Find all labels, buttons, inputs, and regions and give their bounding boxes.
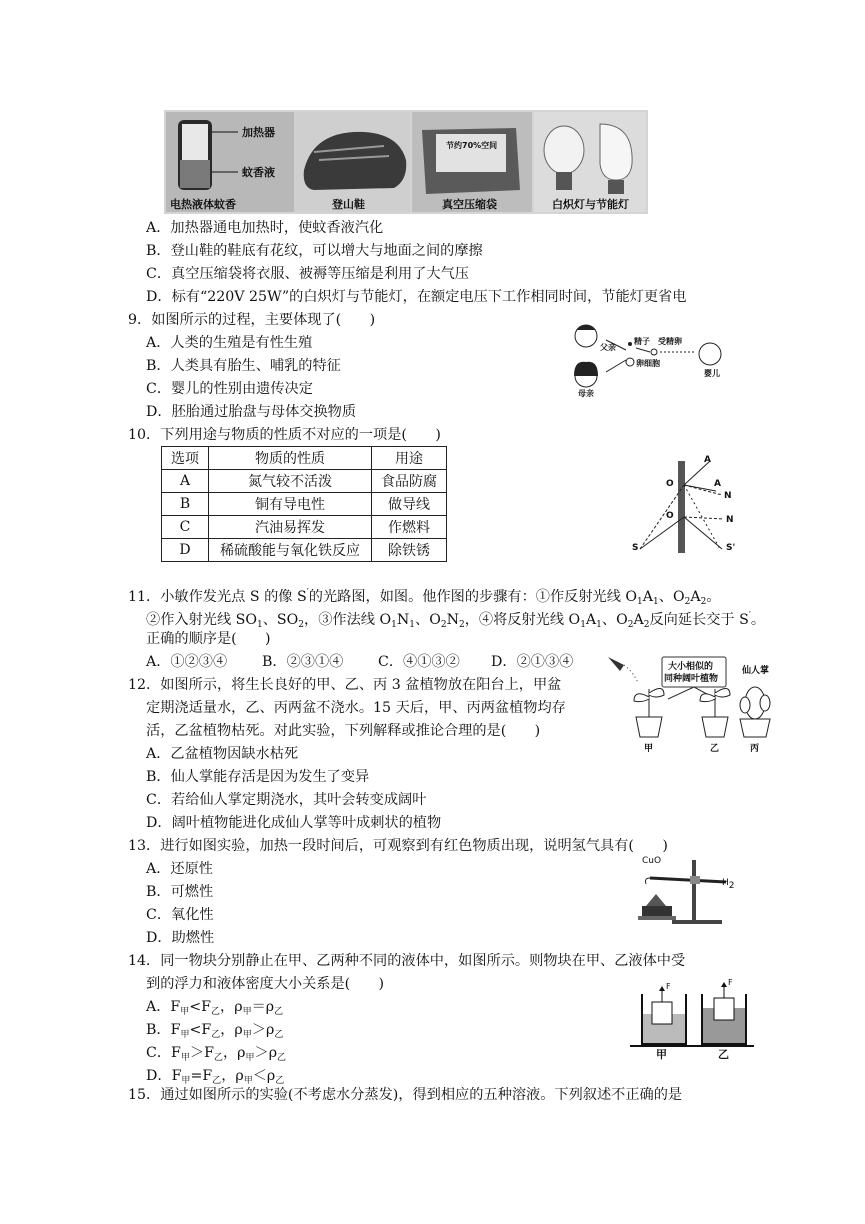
table-cell: 铜有导电性 — [209, 493, 372, 516]
q14-option-c — [146, 1043, 286, 1068]
q9-option-a: A．人类的生殖是有性生殖 — [146, 335, 313, 351]
text: 、SO — [262, 612, 299, 628]
text: 乙 — [274, 1007, 284, 1017]
q13-option-a: A．还原性 — [146, 861, 213, 877]
text: B．F — [146, 1022, 181, 1038]
text: <F — [189, 999, 212, 1015]
q9-father-label: 父亲 — [600, 343, 616, 352]
q12-line1: 12．如图所示，将生长良好的甲、乙、丙 3 盆植物放在阳台上，甲盆 — [128, 677, 562, 693]
q13-stem: 13．进行如图实验，加热一段时间后，可观察到有红色物质出现，说明氢气具有( ) — [128, 838, 668, 854]
text: 甲 — [180, 1030, 190, 1040]
table-header: 用途 — [372, 447, 447, 470]
q11-option-d: D．②①③④ — [491, 654, 574, 670]
table-cell: B — [162, 493, 209, 516]
text: 乙 — [213, 1053, 223, 1063]
q9-fert-label: 受精卵 — [658, 337, 682, 346]
text: ，ρ — [220, 1022, 243, 1038]
q9-option-d: D．胚胎通过胎盘与母体交换物质 — [146, 404, 357, 420]
q9-mother-label: 母亲 — [578, 389, 594, 398]
table-cell: 食品防腐 — [372, 470, 447, 493]
table-header-row — [162, 447, 447, 470]
q14-buoyancy-figure — [630, 980, 754, 1062]
text: ＜ρ — [252, 1068, 276, 1084]
text: ，③作法线 O — [304, 612, 392, 628]
text: ＝ρ — [251, 999, 275, 1015]
q12-option-b: B．仙人掌能存活是因为发生了变异 — [146, 769, 370, 785]
q14-force2-label — [728, 978, 733, 987]
table-row — [162, 470, 447, 493]
q11-line3: 正确的顺序是( ) — [146, 631, 271, 647]
q9-reproduction-figure — [566, 320, 746, 400]
text: 甲 — [242, 1007, 252, 1017]
q11-label-n2: N — [726, 515, 734, 525]
q11-line2: ②作入射光线 $SO_1$、$SO_2$，③作法线 $O_1N_1$、$O_2N_2$，④将反射光线 $O_1A_1$、$O_2A_2$反向延长交于 S′。 — [146, 611, 766, 630]
text: ＞ρ — [254, 1045, 278, 1061]
q12-option-a: A．乙盆植物因缺水枯死 — [146, 746, 299, 762]
table-cell: 除铁锈 — [372, 539, 447, 562]
q9-option-b: B．人类具有胎生、哺乳的特征 — [146, 358, 341, 374]
q13-option-d: D．助燃性 — [146, 930, 215, 946]
caption-mosquito: 电热液体蚊香 — [170, 198, 236, 211]
q14-option-b — [146, 1020, 283, 1045]
q9-baby-label: 婴儿 — [704, 369, 720, 378]
text: ，④将反射光线 O — [464, 612, 581, 628]
q11-option-b: B．②③①④ — [262, 654, 344, 670]
q13-option-c: C．氧化性 — [146, 907, 214, 923]
table-cell: A — [162, 470, 209, 493]
q14-label-jia: 甲 — [656, 1048, 667, 1061]
q13-apparatus-figure — [632, 856, 744, 926]
text: 11．小敏作发光点 S 的像 S — [128, 589, 307, 605]
text: A — [642, 589, 654, 605]
text: 、O — [415, 612, 441, 628]
text: 、O — [658, 589, 685, 605]
text: A — [633, 612, 644, 628]
text: 甲 — [243, 1076, 253, 1086]
q9-option-c: C．婴儿的性别由遗传决定 — [146, 381, 313, 397]
text: 的光路图，如图。他作图的步骤有：①作反射光线 O — [308, 589, 638, 605]
text: F — [728, 978, 733, 987]
text: F — [666, 982, 671, 991]
q12-line3: 活，乙盆植物枯死。对此实验，下列解释或推论合理的是( ) — [146, 723, 541, 739]
text: 甲 — [242, 1030, 252, 1040]
q9-sperm-label: 精子 — [634, 337, 650, 346]
q12-option-c: C．若给仙人掌定期浇水，其叶会转变成阔叶 — [146, 792, 427, 808]
q12-note2: 同种阔叶植物 — [664, 674, 719, 684]
table-cell: 作燃料 — [372, 516, 447, 539]
table-cell: D — [162, 539, 209, 562]
q11-option-a: A．①②③④ — [146, 654, 228, 670]
caption-shoe: 登山鞋 — [332, 198, 365, 211]
text: 乙 — [277, 1053, 287, 1063]
table-header: 选项 — [162, 447, 209, 470]
text: N — [396, 612, 410, 628]
text: A．F — [146, 999, 181, 1015]
caption-bag: 真空压缩袋 — [442, 198, 497, 211]
text: 乙 — [211, 1030, 221, 1040]
table-row — [162, 539, 447, 562]
q11-label-a2: A — [704, 455, 711, 465]
q9-egg-label: 卵细胞 — [636, 359, 660, 368]
text: N — [446, 612, 459, 628]
q8-option-c: C．真空压缩袋将衣服、被褥等压缩是利用了大气压 — [146, 266, 469, 282]
table-cell: 做导线 — [372, 493, 447, 516]
text: 、O — [601, 612, 628, 628]
text: 甲 — [181, 1076, 191, 1086]
text: ②作入射光线 SO — [146, 612, 257, 628]
caption-heater: 加热器 — [242, 126, 275, 139]
table-cell: 稀硫酸能与氧化铁反应 — [209, 539, 372, 562]
text: D．F — [146, 1068, 182, 1084]
text: 甲 — [180, 1007, 190, 1017]
text: A — [690, 589, 701, 605]
q14-line2: 到的浮力和液体密度大小关系是( ) — [146, 976, 385, 992]
text: 乙 — [212, 1076, 222, 1086]
table-cell: C — [162, 516, 209, 539]
q14-option-a — [146, 997, 283, 1022]
text: C．F — [146, 1045, 181, 1061]
q12-label-jia: 甲 — [644, 744, 654, 754]
text: 乙 — [274, 1030, 284, 1040]
q11-label-o1: O — [666, 479, 674, 489]
q8-option-a: A．加热器通电加热时，使蚊香液汽化 — [146, 220, 384, 236]
product-photo-strip — [164, 110, 648, 214]
text: =F — [190, 1068, 213, 1084]
caption-bag-label: 节约70%空间 — [446, 141, 498, 150]
q8-option-d: D．标有“220V 25W”的白炽灯与节能灯，在额定电压下工作相同时间，节能灯更省电 — [146, 289, 687, 305]
q13-h2-label: H2 — [722, 878, 735, 891]
q11-label-n1: N — [724, 491, 732, 501]
q11-label-a1: A — [714, 479, 721, 489]
q10-stem: 10．下列用途与物质的性质不对应的一项是( ) — [128, 427, 441, 443]
text: ＞F — [189, 1045, 214, 1061]
text: ，ρ — [221, 1068, 244, 1084]
text: 甲 — [180, 1053, 190, 1063]
q9-stem: 9．如图所示的过程，主要体现了( ) — [128, 312, 376, 328]
q12-plant-figure — [604, 653, 784, 755]
q14-force1-label — [666, 982, 671, 991]
text: ，ρ — [220, 999, 243, 1015]
q12-cactus-label: 仙人掌 — [742, 666, 770, 676]
q15-stem: 15．通过如图所示的实验(不考虑水分蒸发)，得到相应的五种溶液。下列叙述不正确的是 — [128, 1087, 683, 1103]
text: <F — [189, 1022, 212, 1038]
q12-line2: 定期浇适量水，乙、丙两盆不浇水。15 天后，甲、丙两盆植物均存 — [146, 700, 566, 716]
q11-light-path-figure — [628, 455, 748, 559]
q11-line1: 11．小敏作发光点 S 的像 S′的光路图，如图。他作图的步骤有：①作反射光线 $O_1A_1$、$O_2A_2$。 — [128, 588, 721, 607]
table-row — [162, 516, 447, 539]
q13-option-b: B．可燃性 — [146, 884, 214, 900]
q12-note1: 大小相似的 — [668, 662, 714, 672]
text: ，ρ — [222, 1045, 246, 1061]
q11-option-c: C．④①③② — [378, 654, 460, 670]
table-cell: 汽油易挥发 — [209, 516, 372, 539]
text: H — [722, 878, 729, 888]
q12-label-bing: 丙 — [750, 744, 760, 754]
text: 反向延长交于 S — [649, 612, 749, 628]
table-row — [162, 493, 447, 516]
table-cell: 氮气较不活泼 — [209, 470, 372, 493]
text: A — [585, 612, 597, 628]
caption-liquid: 蚊香液 — [242, 166, 275, 179]
q14-label-yi: 乙 — [718, 1048, 729, 1061]
q12-label-yi: 乙 — [710, 744, 720, 754]
q11-label-s: S — [632, 543, 639, 553]
text: 。 — [706, 589, 721, 605]
table-header: 物质的性质 — [209, 447, 372, 470]
text: 。 — [750, 612, 766, 628]
text: 甲 — [245, 1053, 255, 1063]
q11-label-o2: O — [666, 511, 674, 521]
text: 乙 — [275, 1076, 285, 1086]
q14-line1: 14．同一物块分别静止在甲、乙两种不同的液体中，如图所示。则物块在甲、乙液体中受 — [128, 953, 686, 969]
q11-label-sprime: S' — [726, 543, 736, 553]
text: ＞ρ — [251, 1022, 275, 1038]
caption-lamps: 白炽灯与节能灯 — [552, 198, 629, 211]
q13-cuo-label: CuO — [642, 856, 662, 866]
q12-option-d: D．阔叶植物能进化成仙人掌等叶成刺状的植物 — [146, 815, 442, 831]
text: 乙 — [211, 1007, 221, 1017]
q8-option-b: B．登山鞋的鞋底有花纹，可以增大与地面之间的摩擦 — [146, 243, 483, 259]
q10-table — [161, 446, 447, 562]
